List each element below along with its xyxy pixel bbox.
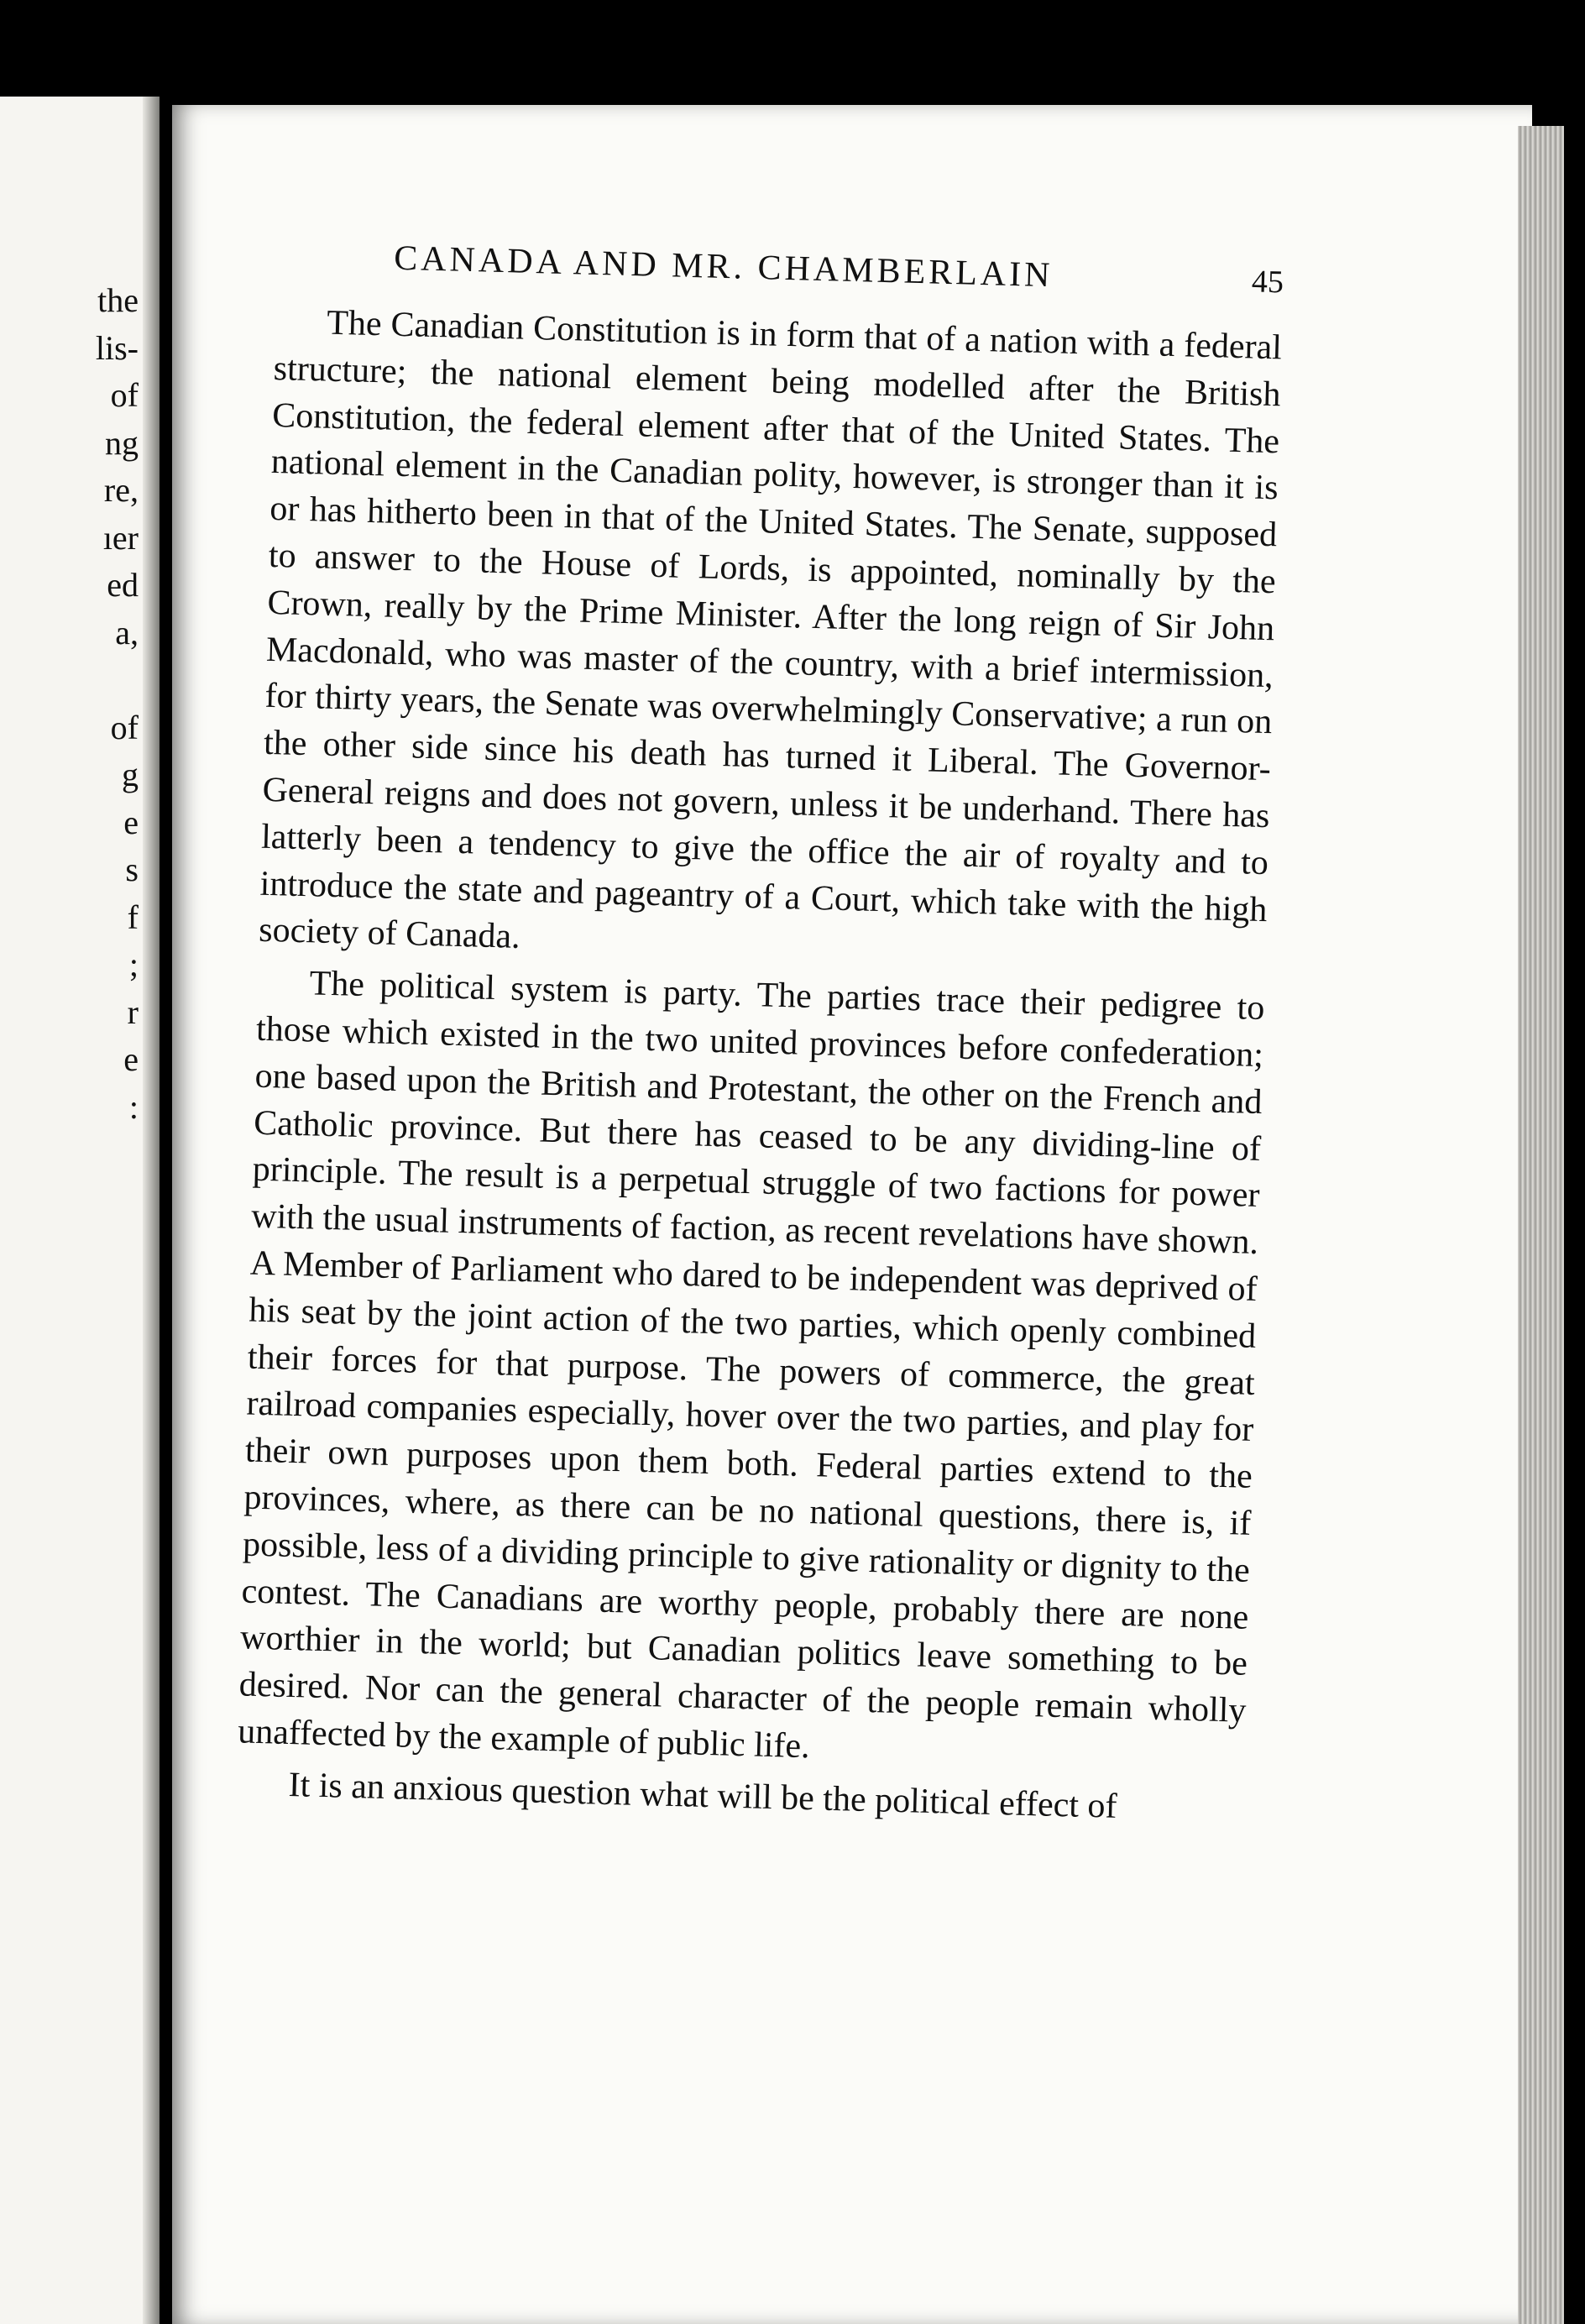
- page-number: 45: [1251, 264, 1284, 301]
- page-content: [236, 235, 1284, 1839]
- left-page-line: re,: [103, 471, 139, 509]
- left-page-line: the: [97, 281, 139, 319]
- left-page-line: :: [128, 1087, 139, 1126]
- paragraph: It is an anxious question what will be the political effect of: [288, 1765, 1118, 1826]
- left-facing-page: [0, 97, 160, 2324]
- paragraph: The political system is party. The parties trace their pedigree to those which existed in the two united provinces before confederation; one based upon the British and Protestant, the other on the French and Catholic province. But there has ceased to be any dividing-line of principle. The result is a perpetual struggle of two factions for power with the usual instruments of faction, as recent revelations have shown. A Member of Parliament who dared to be independent was deprived of his seat by the joint action of the two parties, which openly combined their forces for that purpose. The powers of commerce, the great railroad companies especially, hover over the two parties, and play for their own purposes upon them both. Federal parties extend to the provinces, where, as there can be no national questions, there is, if possible, less of a dividing principle to give rationality or dignity to the contest. The Canadians are worthy people, probably there are none worthier in the world; but Canadian politics leave something to be desired. Nor can the general character of the people remain wholly unaffected by the example of public life.: [237, 964, 1265, 1767]
- left-page-line: of: [110, 708, 139, 746]
- page-edges: [1518, 126, 1564, 2324]
- left-page-line: ed: [107, 566, 139, 604]
- left-page-line: e: [123, 803, 139, 841]
- left-page-line: lis-: [95, 328, 139, 367]
- left-page-text: [0, 277, 139, 1131]
- left-page-line: g: [122, 756, 139, 793]
- left-page-line: ng: [105, 423, 139, 462]
- page-header-title: CANADA AND MR. CHAMBERLAIN: [393, 238, 1054, 296]
- left-page-line: [0, 657, 139, 704]
- left-page-line: of: [110, 376, 139, 414]
- left-page-line: a,: [115, 613, 139, 652]
- left-page-line: f: [127, 898, 139, 936]
- book-gutter: [143, 97, 160, 2324]
- paragraph: The Canadian Constitution is in form that of a nation with a federal structure; the national element being modelled after the British Constitution, the federal element after that of the United States. The national element in the Canadian polity, however, is stronger than it is or has hitherto been in that of the United States. The Senate, supposed to answer to the House of Lords, is appointed, nominally by the Crown, really by the Prime Minister. After the long reign of Sir John Macdonald, who was master of the country, with a brief intermission, for thirty years, the Senate was overwhelmingly Conservative; a run on the other side since his death has turned it Liberal. The Governor-General reigns and does not govern, unless it be underhand. There has latterly been a tendency to give the office the air of royalty and to introduce the state and pageantry of a Court, which take with the high society of Canada.: [258, 303, 1283, 957]
- left-page-line: ıer: [102, 518, 139, 557]
- left-page-line: ;: [128, 945, 139, 983]
- left-page-line: r: [127, 992, 139, 1031]
- left-page-line: s: [125, 851, 139, 888]
- left-page-line: e: [123, 1040, 139, 1078]
